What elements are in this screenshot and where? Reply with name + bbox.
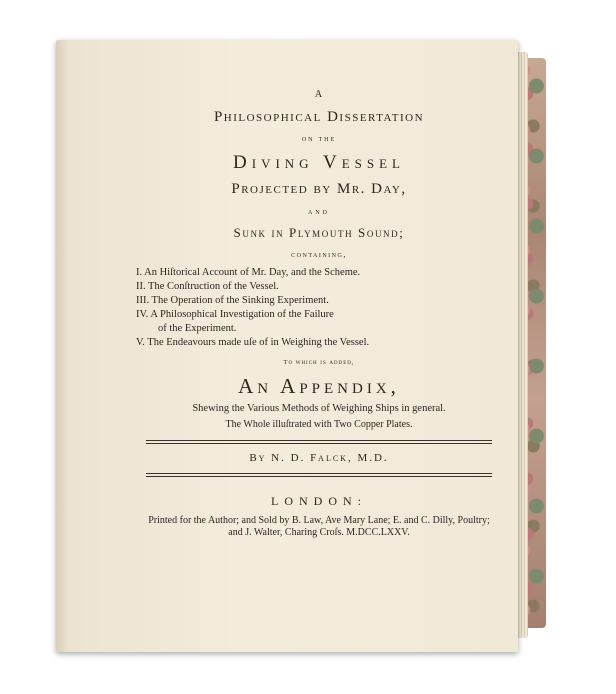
heading-philosophical: Philosophical Dissertation [213,109,425,125]
title-page-text [136,90,502,539]
imprint-text: Printed for the Author; and Sold by B. Law, Ave Mary Lane; E. and C. Dilly, Poultry; and J. Walter, Charing Croſs. M.DCC.LXXV. [148,515,490,538]
rule-bottom-double [146,476,492,477]
contents-item: V. The Endeavours made uſe of in Weighing the Vessel. [136,337,370,348]
contents-item: III. The Operation of the Sinking Experiment. [136,295,329,306]
imprint-place: LONDON: [271,494,367,508]
heading-sunk: Sunk in Plymouth Sound; [233,225,405,240]
text-whole-illustrated: The Whole illuſtrated with Two Copper Plates. [225,419,413,430]
contents-item: I. An Hiſtorical Account of Mr. Day, and the Scheme. [136,267,361,278]
heading-diving-vessel: Diving Vessel [233,152,405,173]
heading-to-which-is-added: To which is added, [283,359,355,366]
author-line: By N. D. Falck, M.D. [249,452,389,464]
heading-appendix: An Appendix, [238,373,400,398]
text-shewing: Shewing the Various Methods of Weighing Ships in general. [192,402,446,414]
open-book [56,40,556,652]
title-page [56,40,518,652]
heading-and: and [308,206,330,216]
article-a: A [314,89,324,100]
contents-list [136,266,502,350]
rule-top-double [146,443,492,444]
contents-item: IV. A Philosophical Investigation of the Failure [136,309,334,320]
rule-bottom [146,473,492,474]
rule-top [146,440,492,441]
heading-containing: containing, [291,250,347,259]
contents-item: II. The Conſtruction of the Vessel. [136,281,279,292]
heading-projected: Projected by Mr. Day, [231,181,407,197]
heading-on-the: on the [301,134,337,143]
contents-item: of the Experiment. [158,323,237,334]
